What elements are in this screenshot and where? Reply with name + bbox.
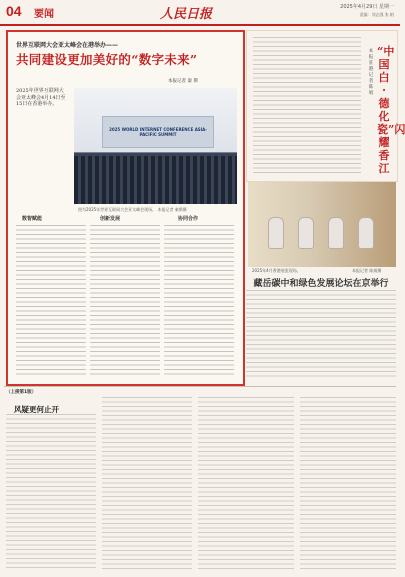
section-divider	[4, 386, 396, 387]
bottom-headline: 风疑更何止开	[14, 405, 59, 414]
lead-body-column-1	[16, 225, 86, 377]
lead-photo-caption: 图为2025年世界互联网大会亚太峰会现场。 本报记者 秦斯摄	[78, 207, 187, 212]
subhead-1: 数智赋能	[22, 216, 43, 222]
lead-headline: 共同建设更加美好的“数字未来”	[16, 52, 198, 67]
porcelain-photo	[248, 182, 396, 267]
side-photo-caption: 2025年4月香港展览现场。	[252, 268, 301, 273]
lead-kicker: 世界互联网大会亚太峰会在港举办——	[16, 42, 119, 49]
middle-headline: 藏岳碳中和绿色发展论坛在京举行	[253, 279, 389, 289]
masthead	[0, 0, 400, 26]
page-number: 04	[6, 3, 22, 19]
subhead-2: 创新发展	[100, 216, 121, 222]
lead-byline: 本报记者 秦 斯	[168, 79, 198, 84]
side-byline: 本报驻港记者 陈娟	[368, 49, 374, 96]
lead-body-column-2	[90, 225, 160, 377]
bottom-column-1	[6, 414, 96, 571]
stage-backdrop	[102, 116, 214, 148]
stage-sign: 2025 WORLD INTERNET CONFERENCE ASIA-PACIFIC SUMMIT	[109, 127, 207, 137]
lead-story	[6, 30, 245, 386]
bottom-column-4	[300, 397, 396, 571]
vase-2	[298, 217, 314, 249]
side-body-text	[253, 37, 361, 175]
vase-4	[358, 217, 374, 249]
paper-name: 人民日报	[160, 7, 213, 22]
lead-intro: 2025年世界互联网大会亚太峰会4月14日至15日在香港举办。	[16, 88, 66, 107]
middle-body-text	[246, 290, 396, 380]
bottom-column-2	[102, 397, 192, 571]
issue-date: 2025年4月29日 星期一	[340, 4, 394, 10]
vase-3	[328, 217, 344, 249]
subhead-3: 协同合作	[178, 216, 199, 222]
continued-label: （上接第1版）	[6, 390, 37, 395]
side-headline: “中国白·德化瓷”闪耀香江	[377, 45, 405, 175]
side-story	[246, 30, 405, 182]
editor-credit: 责编：刘志强 张 帆	[359, 12, 394, 17]
vase-1	[268, 217, 284, 249]
section-name: 要闻	[34, 9, 54, 20]
audience	[74, 156, 237, 204]
side-photo-credit: 本报记者 陈娟摄	[352, 268, 382, 273]
bottom-column-3	[198, 397, 294, 571]
lead-photo	[74, 88, 237, 204]
lead-body-column-3	[164, 225, 234, 377]
